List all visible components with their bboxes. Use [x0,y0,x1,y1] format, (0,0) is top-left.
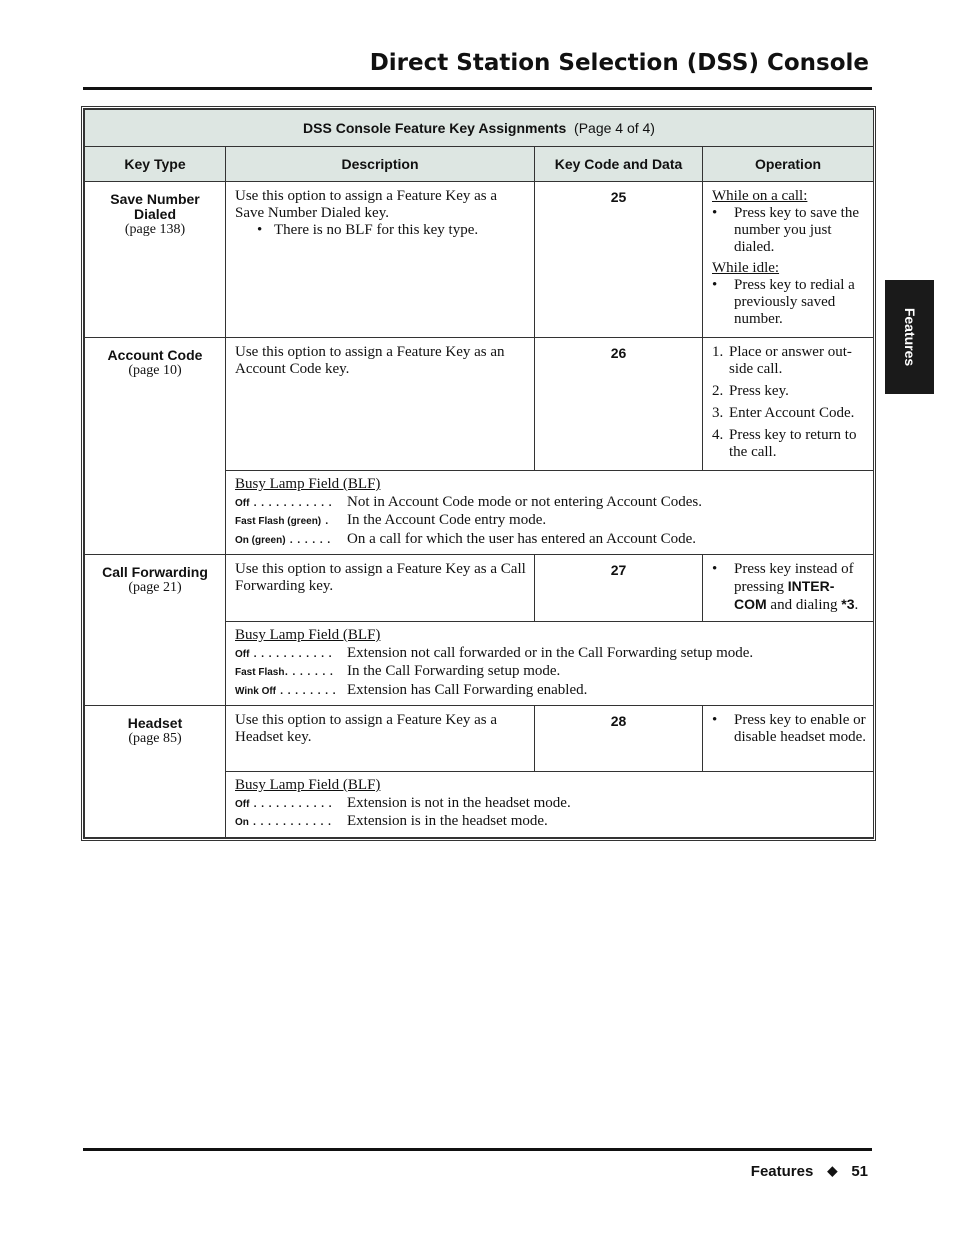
operation-bullet: • Press key to save the number you just dialed. [712,205,859,255]
operation-cell [703,555,874,622]
page-title: Direct Station Selection (DSS) Console [369,50,869,76]
key-type-cell [85,706,226,838]
operation-step: 2. Press key. [712,383,789,399]
blf-entry: Off . . . . . . . . . . . Not in Account Code mode or not entering Account Codes. [235,493,702,510]
blf-entry: On . . . . . . . . . . . Extension is in the headset mode. [235,813,548,829]
operation-cell [703,706,874,772]
key-code-cell: 27 [535,555,703,622]
description-cell: Use this option to assign a Feature Key as a Call Forwarding key. [226,555,535,622]
key-type-name: Save Number Dialed [110,191,200,222]
table-title [85,110,874,147]
blf-entry: Off . . . . . . . . . . . Extension not call forwarded or in the Call Forwarding setup mode. [235,644,754,661]
operation-step: 3. Enter Account Code. [712,405,855,421]
description-bullet: • There is no BLF for this key type. [257,222,479,238]
key-type-cell [85,182,226,338]
footer-rule [83,1148,872,1151]
description-cell [226,182,535,338]
key-code-cell: 28 [535,706,703,772]
page-reference: (page 85) [128,731,182,746]
operation-heading: While on a call: [712,188,808,204]
feature-key-table [83,108,874,839]
operation-bullet: • Press key instead of pressing INTER-COM and dialing *3. [712,561,859,613]
key-code-cell: 26 [535,338,703,471]
key-code-cell: 25 [535,182,703,338]
blf-title: Busy Lamp Field (BLF) [235,476,381,492]
table-row [85,182,874,338]
page-reference: (page 21) [128,580,182,595]
page-reference: (page 138) [124,222,186,237]
header-rule [83,87,872,90]
operation-step: 1. Place or answer out-side call. [712,344,852,377]
footer-section: Features [750,1163,814,1180]
column-header-key-code: Key Code and Data [535,147,703,182]
operation-bullet: • Press key to enable or disable headset mode. [712,712,867,745]
description-cell: Use this option to assign a Feature Key as an Account Code key. [226,338,535,471]
blf-entry: On (green) . . . . . . On a call for which the user has entered an Account Code. [235,530,697,547]
table-row [85,555,874,622]
operation-step: 4. Press key to return to the call. [712,427,857,460]
blf-title: Busy Lamp Field (BLF) [235,627,381,643]
blf-entry: Fast Flash (green) . In the Account Code entry mode. [235,512,547,528]
diamond-icon: ◆ [827,1163,838,1178]
key-type-cell [85,555,226,706]
key-type-name: Account Code [107,347,203,363]
key-type-name: Headset [127,715,183,731]
blf-cell [226,471,874,555]
section-tab-label: Features [901,307,918,367]
blf-entry: Fast Flash. . . . . . . In the Call Forwarding setup mode. [235,663,561,679]
operation-bullet: • Press key to redial a previously saved number. [712,277,855,327]
table-row [85,338,874,471]
key-type-cell [85,338,226,555]
operation-cell [703,182,874,338]
blf-title: Busy Lamp Field (BLF) [235,777,381,793]
key-type-name: Call Forwarding [102,564,208,580]
blf-entry: Off . . . . . . . . . . . Extension is not in the headset mode. [235,794,571,811]
blf-cell [226,772,874,838]
table-title-page: (Page 4 of 4) [574,120,655,136]
column-header-operation: Operation [703,147,874,182]
description-text: Use this option to assign a Feature Key as a Save Number Dialed key. [235,188,498,221]
column-header-description: Description [226,147,535,182]
operation-cell [703,338,874,471]
description-cell: Use this option to assign a Feature Key as a Headset key. [226,706,535,772]
section-tab [885,280,934,394]
page-reference: (page 10) [128,363,182,378]
page-number: 51 [851,1163,868,1180]
blf-entry: Wink Off . . . . . . . . Extension has Call Forwarding enabled. [235,681,588,698]
operation-heading: While idle: [712,260,780,276]
table-row [85,706,874,772]
page-footer [751,1163,868,1180]
column-header-key-type: Key Type [85,147,226,182]
table-title-bold: DSS Console Feature Key Assignments [303,120,567,136]
blf-cell [226,622,874,706]
